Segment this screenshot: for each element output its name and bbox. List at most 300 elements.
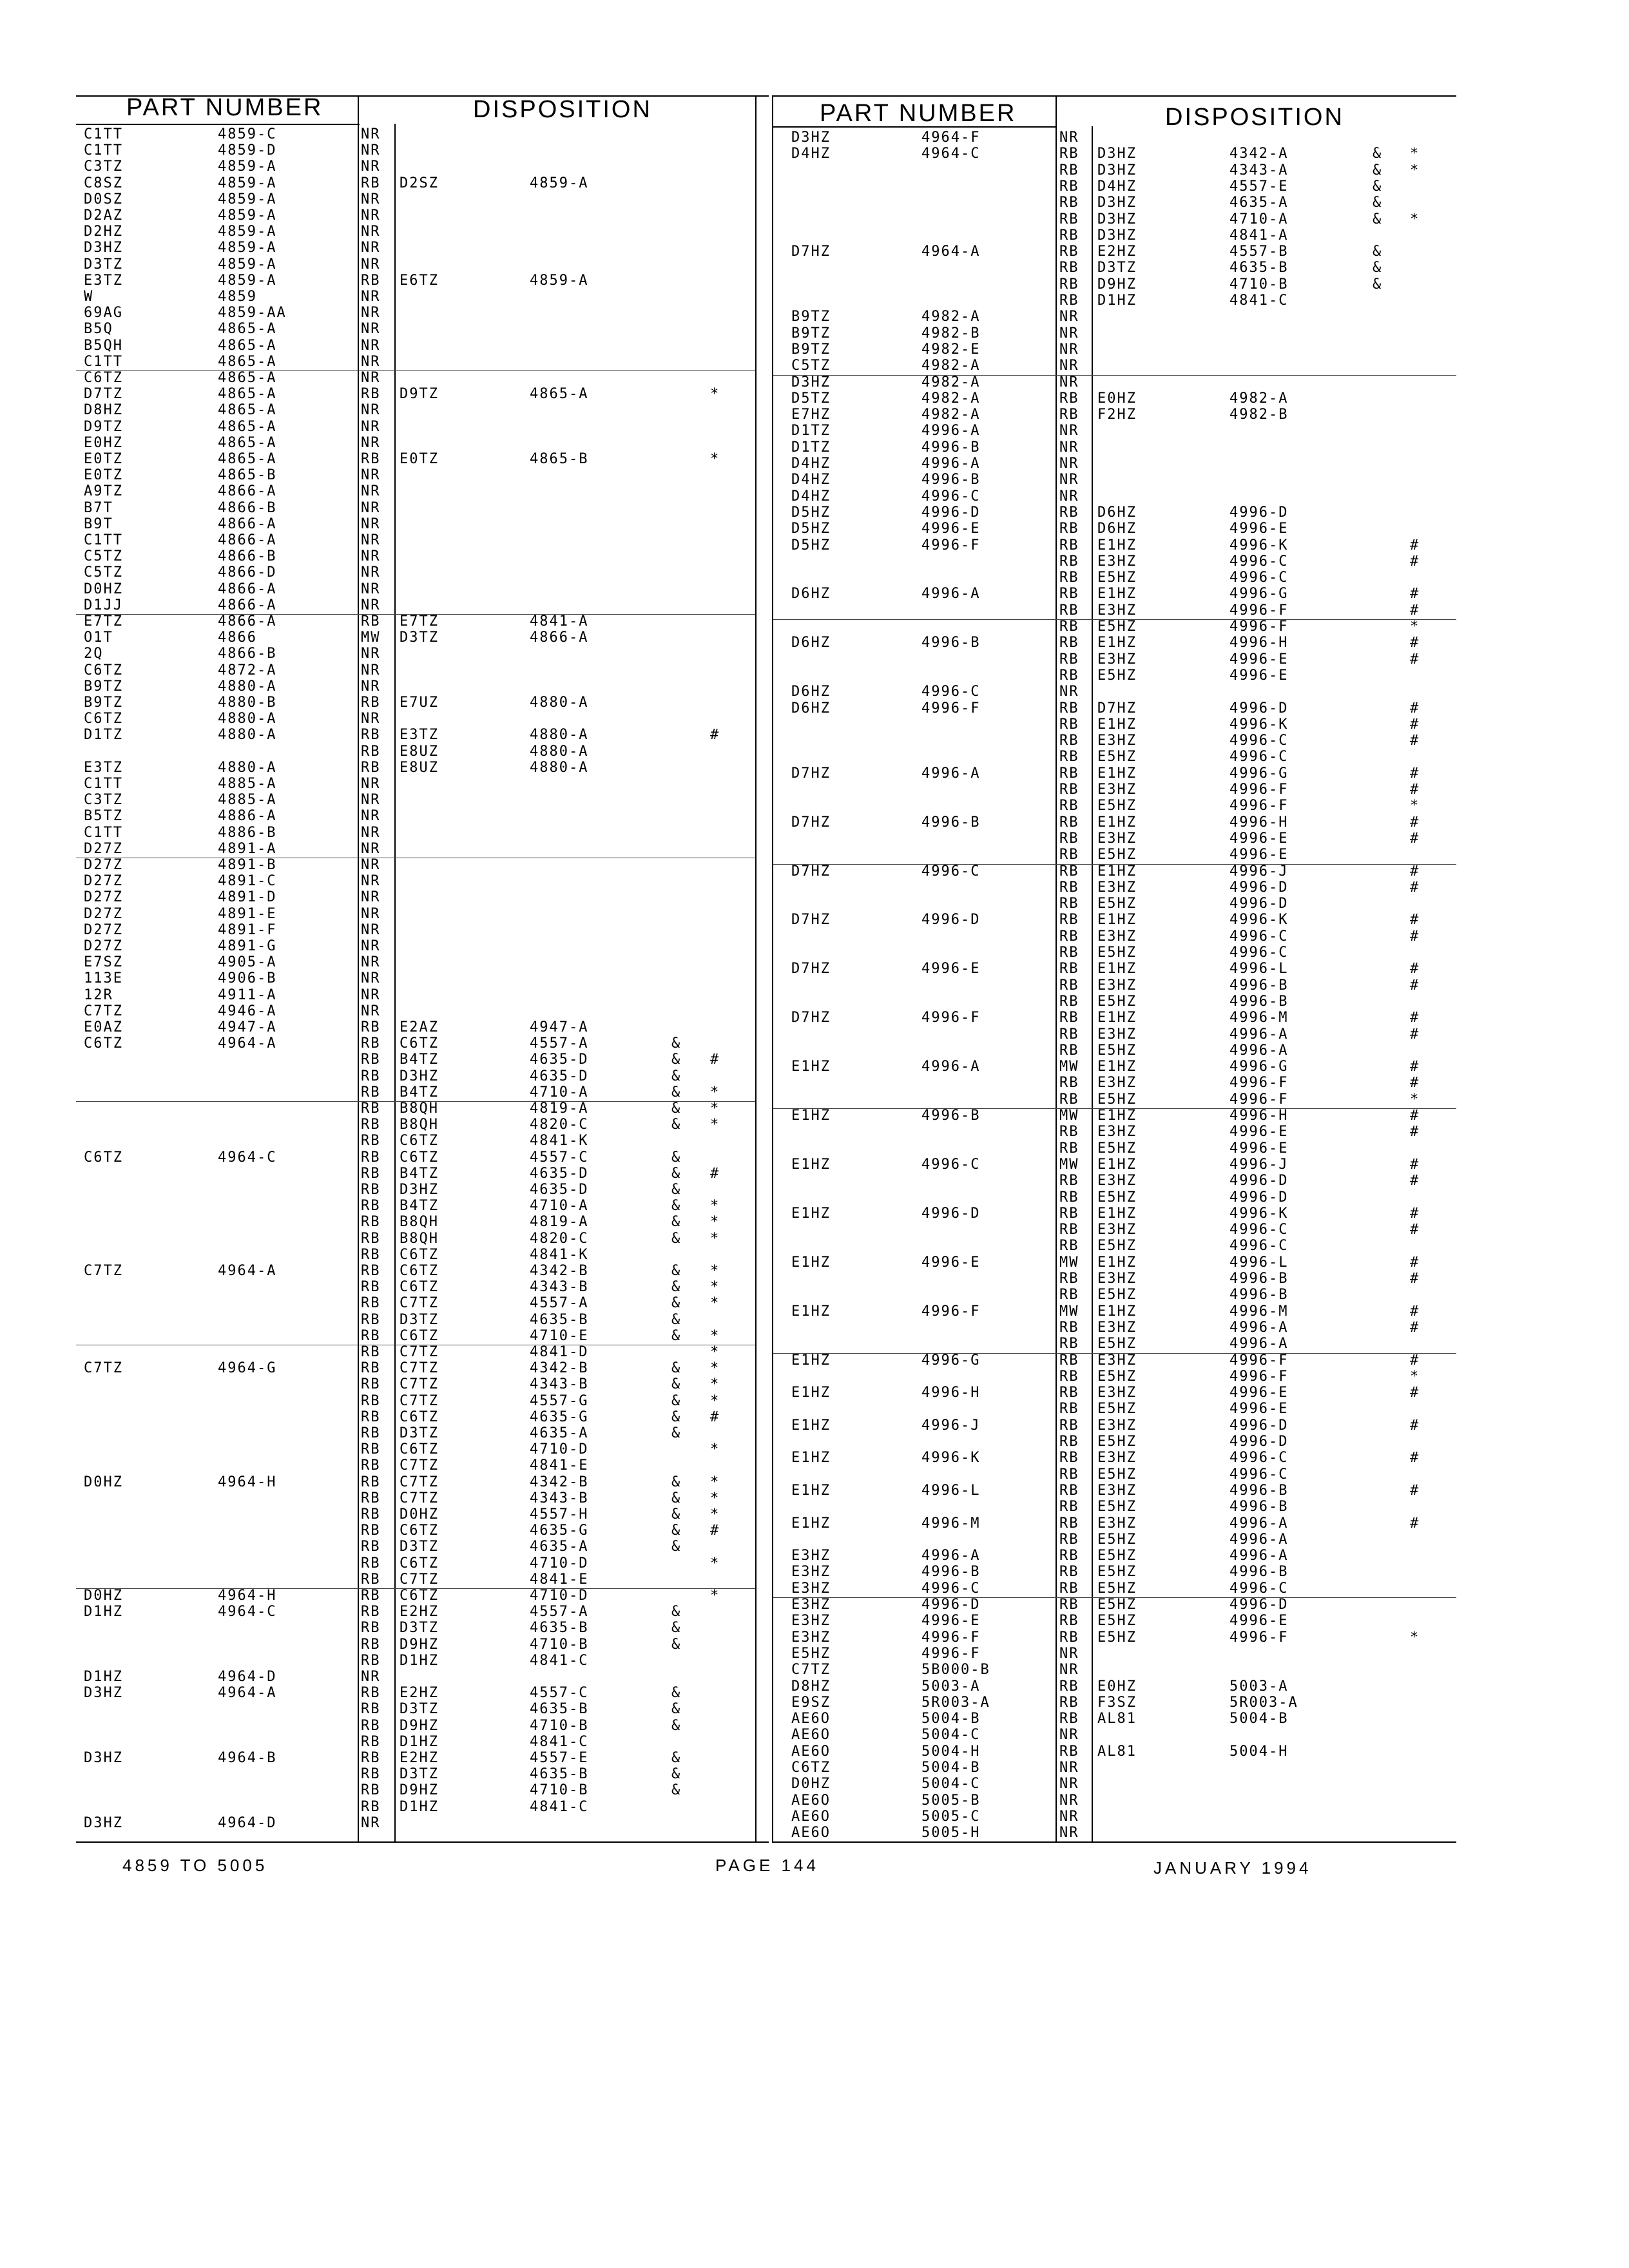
right-part-number: C6TZ <box>791 1760 831 1776</box>
right-disposition-code: RB <box>1059 260 1079 276</box>
right-part-number: D5TZ <box>791 390 831 407</box>
left-disposition-code: NR <box>361 305 381 321</box>
right-replacement-part: E5HZ <box>1097 1597 1137 1613</box>
right-disposition-code: RB <box>1059 1140 1079 1157</box>
right-part-number: D7HZ <box>791 863 831 879</box>
left-flag-mark: * <box>710 1328 720 1344</box>
right-replacement-number: 4996-B <box>1229 1483 1289 1499</box>
left-disposition-code: RB <box>361 1247 381 1263</box>
left-part-revision: 4866-A <box>218 613 277 629</box>
left-part-revision: 4866-A <box>218 532 277 548</box>
right-part-revision: 4996-E <box>921 1254 981 1271</box>
right-part-number: E5HZ <box>791 1646 831 1662</box>
right-flag-mark: # <box>1410 1206 1420 1222</box>
right-part-number: D8HZ <box>791 1678 831 1695</box>
left-part-revision: 4866-A <box>218 483 277 499</box>
left-flag-mark: * <box>710 1100 720 1117</box>
right-disposition-code: RB <box>1059 521 1079 537</box>
right-replacement-number: 4996-B <box>1229 1564 1289 1580</box>
left-flag-mark: * <box>710 1263 720 1279</box>
left-part-number: D0SZ <box>84 191 123 207</box>
right-flag-mark: # <box>1410 863 1420 879</box>
right-replacement-part: E3HZ <box>1097 1385 1137 1401</box>
left-part-revision: 4880-A <box>218 678 277 695</box>
right-replacement-part: AL81 <box>1097 1711 1137 1727</box>
left-replacement-number: 4557-G <box>530 1393 589 1409</box>
left-replacement-number: 4820-C <box>530 1231 589 1247</box>
right-replacement-part: E1HZ <box>1097 863 1137 879</box>
right-replacement-part: D3TZ <box>1097 260 1137 276</box>
right-disposition-code: NR <box>1059 1662 1079 1678</box>
right-replacement-part: E1HZ <box>1097 1108 1137 1124</box>
left-part-number: C3TZ <box>84 159 123 175</box>
left-part-number: B9TZ <box>84 695 123 711</box>
right-replacement-part: D3HZ <box>1097 146 1137 162</box>
right-flag-mark: # <box>1410 1483 1420 1499</box>
right-part-number: D7HZ <box>791 1010 831 1026</box>
right-part-number: E9SZ <box>791 1695 831 1711</box>
right-replacement-number: 4996-C <box>1229 749 1289 765</box>
right-part-number: D4HZ <box>791 488 831 505</box>
left-part-number: B5QH <box>84 338 123 354</box>
right-replacement-part: E5HZ <box>1097 619 1137 635</box>
left-part-number: E7SZ <box>84 954 123 970</box>
right-part-number: D7HZ <box>791 912 831 928</box>
right-flag-mark: # <box>1410 553 1420 570</box>
left-part-number: E0TZ <box>84 467 123 483</box>
left-flag-ampersand: & <box>671 1685 682 1701</box>
right-part-revision: 4996-H <box>921 1385 981 1401</box>
right-disposition-code: RB <box>1059 1418 1079 1434</box>
left-disposition-code: RB <box>361 1441 381 1457</box>
right-part-revision: 4996-E <box>921 961 981 977</box>
right-flag-mark: # <box>1410 733 1420 749</box>
right-part-number: E1HZ <box>791 1450 831 1466</box>
right-replacement-part: E5HZ <box>1097 798 1137 814</box>
right-part-number: D6HZ <box>791 700 831 716</box>
left-flag-mark: * <box>710 1117 720 1133</box>
right-disposition-code: RB <box>1059 293 1079 309</box>
right-flag-mark: # <box>1410 635 1420 651</box>
left-part-revision: 4880-A <box>218 727 277 743</box>
left-disposition-code: NR <box>361 841 381 857</box>
left-disposition-code: RB <box>361 1523 381 1539</box>
right-flag-mark: # <box>1410 700 1420 716</box>
right-replacement-part: D9HZ <box>1097 276 1137 293</box>
left-flag-ampersand: & <box>671 1360 682 1376</box>
right-replacement-number: 4996-L <box>1229 961 1289 977</box>
left-replacement-part: B4TZ <box>400 1198 439 1214</box>
footer-date: JANUARY 1994 <box>1153 1858 1312 1878</box>
left-flag-mark: * <box>710 1084 720 1100</box>
left-replacement-number: 4866-A <box>530 629 589 646</box>
left-part-revision: 4911-A <box>218 987 277 1003</box>
right-replacement-number: 4996-M <box>1229 1303 1289 1320</box>
right-replacement-part: E5HZ <box>1097 1140 1137 1157</box>
left-flag-ampersand: & <box>671 1100 682 1117</box>
left-replacement-part: E0TZ <box>400 451 439 467</box>
right-replacement-number: 4996-C <box>1229 733 1289 749</box>
left-replacement-part: C7TZ <box>400 1376 439 1392</box>
right-part-revision: 4996-B <box>921 635 981 651</box>
right-part-revision: 4996-J <box>921 1418 981 1434</box>
left-replacement-part: C6TZ <box>400 1523 439 1539</box>
left-flag-ampersand: & <box>671 1490 682 1506</box>
right-part-number: D5HZ <box>791 521 831 537</box>
right-part-revision: 5005-C <box>921 1809 981 1825</box>
left-part-number: C1TT <box>84 532 123 548</box>
right-replacement-part: E5HZ <box>1097 1401 1137 1417</box>
right-part-number: E1HZ <box>791 1206 831 1222</box>
left-disposition-code: RB <box>361 1653 381 1669</box>
right-disposition-code: RB <box>1059 1564 1079 1580</box>
left-part-revision: 4891-B <box>218 857 277 873</box>
left-replacement-number: 4841-K <box>530 1133 589 1149</box>
left-flag-mark: * <box>710 1588 720 1604</box>
right-replacement-number: 5R003-A <box>1229 1695 1298 1711</box>
left-disposition-code: RB <box>361 451 381 467</box>
left-replacement-number: 4859-A <box>530 273 589 289</box>
right-disposition-code: RB <box>1059 863 1079 879</box>
left-disposition-code: RB <box>361 1474 381 1490</box>
right-disposition-code: NR <box>1059 456 1079 472</box>
right-flag-mark: # <box>1410 879 1420 896</box>
left-flag-mark: * <box>710 1344 720 1360</box>
left-disposition-code: RB <box>361 386 381 402</box>
right-disposition-code: RB <box>1059 1206 1079 1222</box>
right-replacement-number: 4996-F <box>1229 1075 1289 1091</box>
right-disposition-code: RB <box>1059 1352 1079 1369</box>
left-replacement-part: C7TZ <box>400 1393 439 1409</box>
right-flag-mark: # <box>1410 602 1420 619</box>
right-flag-mark: # <box>1410 1303 1420 1320</box>
left-replacement-part: B4TZ <box>400 1084 439 1100</box>
right-replacement-part: E2HZ <box>1097 244 1137 260</box>
left-disposition-code: RB <box>361 1214 381 1230</box>
left-flag-ampersand: & <box>671 1393 682 1409</box>
right-replacement-part: E3HZ <box>1097 1352 1137 1369</box>
right-part-revision: 4996-C <box>921 863 981 879</box>
left-flag-ampersand: & <box>671 1637 682 1653</box>
left-disposition-code: NR <box>361 224 381 240</box>
right-part-number: E1HZ <box>791 1352 831 1369</box>
left-part-revision: 4859-A <box>218 240 277 256</box>
left-flag-ampersand: & <box>671 1750 682 1766</box>
right-replacement-number: 4996-K <box>1229 537 1289 553</box>
footer-range: 4859 TO 5005 <box>122 1856 268 1875</box>
left-part-number: B5TZ <box>84 808 123 824</box>
right-part-number: D5HZ <box>791 505 831 521</box>
left-part-revision: 4964-G <box>218 1360 277 1376</box>
left-disposition-code: RB <box>361 1457 381 1474</box>
left-replacement-part: E2HZ <box>400 1750 439 1766</box>
left-disposition-code: NR <box>361 597 381 613</box>
right-disposition-code: RB <box>1059 602 1079 619</box>
right-part-number: E1HZ <box>791 1303 831 1320</box>
left-part-number: B7T <box>84 500 113 516</box>
right-replacement-part: E5HZ <box>1097 1091 1137 1108</box>
left-part-revision: 4891-F <box>218 922 277 938</box>
right-part-revision: 4982-A <box>921 390 981 407</box>
left-disposition-code: RB <box>361 1604 381 1620</box>
right-replacement-part: E5HZ <box>1097 1369 1137 1385</box>
left-disposition-code: RB <box>361 1117 381 1133</box>
right-replacement-part: D7HZ <box>1097 700 1137 716</box>
right-part-number: E1HZ <box>791 1108 831 1124</box>
left-disposition-code: NR <box>361 1003 381 1019</box>
right-disposition-code: RB <box>1059 1010 1079 1026</box>
right-disposition-code: RB <box>1059 1744 1079 1760</box>
left-replacement-part: C6TZ <box>400 1149 439 1166</box>
left-replacement-part: C6TZ <box>400 1247 439 1263</box>
left-replacement-number: 4841-E <box>530 1571 589 1588</box>
right-part-number: D1TZ <box>791 423 831 439</box>
left-replacement-number: 4635-D <box>530 1166 589 1182</box>
left-part-revision: 4964-A <box>218 1035 277 1052</box>
right-part-revision: 4964-A <box>921 244 981 260</box>
right-part-revision: 4996-K <box>921 1450 981 1466</box>
right-part-revision: 4996-M <box>921 1515 981 1532</box>
left-replacement-number: 4841-C <box>530 1734 589 1750</box>
right-part-revision: 4996-F <box>921 700 981 716</box>
right-disposition-code: NR <box>1059 1646 1079 1662</box>
left-disposition-code: NR <box>361 954 381 970</box>
right-replacement-part: E5HZ <box>1097 1532 1137 1548</box>
right-disposition-code: RB <box>1059 635 1079 651</box>
left-disposition-code: RB <box>361 1360 381 1376</box>
right-part-revision: 5005-H <box>921 1825 981 1841</box>
right-replacement-number: 5004-H <box>1229 1744 1289 1760</box>
left-part-revision: 4865-A <box>218 419 277 435</box>
right-flag-mark: * <box>1410 162 1420 178</box>
right-disposition-code: RB <box>1059 1434 1079 1450</box>
right-part-revision: 4996-C <box>921 684 981 700</box>
left-part-number: D0HZ <box>84 1474 123 1490</box>
left-flag-mark: # <box>710 1523 720 1539</box>
right-replacement-number: 4996-D <box>1229 505 1289 521</box>
left-part-number: D27Z <box>84 938 123 954</box>
left-disposition-code: RB <box>361 1052 381 1068</box>
right-part-number: D3HZ <box>791 130 831 146</box>
right-replacement-part: D3HZ <box>1097 162 1137 178</box>
left-disposition-code: NR <box>361 159 381 175</box>
left-replacement-number: 4880-A <box>530 760 589 776</box>
left-part-revision: 4865-A <box>218 354 277 370</box>
left-flag-ampersand: & <box>671 1409 682 1425</box>
left-disposition-code: NR <box>361 581 381 597</box>
left-part-revision: 4964-H <box>218 1474 277 1490</box>
right-replacement-number: 4996-A <box>1229 1532 1289 1548</box>
right-part-number: D7HZ <box>791 961 831 977</box>
right-replacement-number: 4996-E <box>1229 668 1289 684</box>
right-replacement-number: 4343-A <box>1229 162 1289 178</box>
left-part-revision: 4859-A <box>218 224 277 240</box>
right-flag-ampersand: & <box>1373 195 1383 211</box>
left-disposition-code: NR <box>361 419 381 435</box>
right-disposition-code: RB <box>1059 146 1079 162</box>
left-replacement-number: 4947-A <box>530 1019 589 1035</box>
column-divider-center-2 <box>772 95 773 1843</box>
right-flag-mark: # <box>1410 1222 1420 1238</box>
right-replacement-part: F2HZ <box>1097 407 1137 423</box>
right-replacement-number: 4996-C <box>1229 945 1289 961</box>
left-replacement-part: C6TZ <box>400 1263 439 1279</box>
left-flag-ampersand: & <box>671 1295 682 1311</box>
left-flag-mark: # <box>710 1409 720 1425</box>
right-replacement-number: 4996-D <box>1229 1597 1289 1613</box>
right-disposition-code: RB <box>1059 879 1079 896</box>
right-replacement-part: E3HZ <box>1097 1450 1137 1466</box>
left-disposition-code: NR <box>361 500 381 516</box>
left-replacement-number: 4557-C <box>530 1149 589 1166</box>
left-replacement-number: 4710-D <box>530 1441 589 1457</box>
left-replacement-number: 4342-B <box>530 1474 589 1490</box>
right-part-number: E3HZ <box>791 1581 831 1597</box>
right-disposition-code: RB <box>1059 668 1079 684</box>
left-replacement-part: E7UZ <box>400 695 439 711</box>
right-replacement-number: 4996-F <box>1229 1352 1289 1369</box>
left-disposition-code: NR <box>361 126 381 142</box>
right-disposition-code: RB <box>1059 961 1079 977</box>
right-disposition-code: RB <box>1059 831 1079 847</box>
right-flag-mark: # <box>1410 1271 1420 1287</box>
right-replacement-part: E3HZ <box>1097 879 1137 896</box>
right-flag-mark: # <box>1410 1075 1420 1091</box>
left-replacement-number: 4880-A <box>530 744 589 760</box>
right-disposition-code: MW <box>1059 1108 1079 1124</box>
left-replacement-number: 4343-B <box>530 1279 589 1295</box>
left-replacement-number: 4819-A <box>530 1100 589 1117</box>
right-replacement-number: 4996-E <box>1229 1140 1289 1157</box>
left-part-revision: 4859-A <box>218 159 277 175</box>
left-part-number: D3HZ <box>84 1750 123 1766</box>
left-flag-ampersand: & <box>671 1425 682 1441</box>
left-replacement-number: 4557-E <box>530 1750 589 1766</box>
left-disposition-code: NR <box>361 678 381 695</box>
left-disposition-code: NR <box>361 825 381 841</box>
right-replacement-number: 4996-A <box>1229 1336 1289 1352</box>
right-replacement-number: 4996-E <box>1229 1124 1289 1140</box>
right-disposition-code: RB <box>1059 390 1079 407</box>
left-part-number: D1HZ <box>84 1669 123 1685</box>
right-replacement-number: 4996-F <box>1229 1629 1289 1646</box>
right-part-number: B9TZ <box>791 325 831 341</box>
right-disposition-code: RB <box>1059 1613 1079 1629</box>
right-part-revision: 4982-B <box>921 325 981 341</box>
left-part-revision: 4865-A <box>218 402 277 418</box>
right-replacement-part: E3HZ <box>1097 733 1137 749</box>
left-part-revision: 4964-A <box>218 1685 277 1701</box>
right-replacement-part: E5HZ <box>1097 1238 1137 1254</box>
right-replacement-part: E3HZ <box>1097 782 1137 798</box>
right-replacement-number: 4996-B <box>1229 1271 1289 1287</box>
right-part-number: D4HZ <box>791 146 831 162</box>
right-part-revision: 4996-D <box>921 1597 981 1613</box>
right-replacement-part: E1HZ <box>1097 912 1137 928</box>
left-replacement-part: C6TZ <box>400 1409 439 1425</box>
left-disposition-code: NR <box>361 938 381 954</box>
right-replacement-number: 4996-E <box>1229 521 1289 537</box>
right-part-number: D7HZ <box>791 765 831 782</box>
left-replacement-number: 4635-D <box>530 1182 589 1198</box>
right-disposition-code: MW <box>1059 1157 1079 1173</box>
right-flag-mark: # <box>1410 1385 1420 1401</box>
left-replacement-part: D3TZ <box>400 1425 439 1441</box>
left-flag-ampersand: & <box>671 1718 682 1734</box>
left-part-number: C1TT <box>84 825 123 841</box>
left-replacement-part: D3TZ <box>400 1539 439 1555</box>
left-flag-ampersand: & <box>671 1620 682 1636</box>
left-disposition-code: NR <box>361 970 381 986</box>
left-part-revision: 4880-A <box>218 760 277 776</box>
left-disposition-code: RB <box>361 1555 381 1571</box>
left-replacement-part: D9HZ <box>400 1782 439 1798</box>
right-part-revision: 5003-A <box>921 1678 981 1695</box>
right-replacement-number: 4996-D <box>1229 1189 1289 1206</box>
right-replacement-part: E5HZ <box>1097 1581 1137 1597</box>
right-part-revision: 4982-A <box>921 407 981 423</box>
left-replacement-part: D3TZ <box>400 1766 439 1782</box>
left-part-number: D1TZ <box>84 727 123 743</box>
left-flag-ampersand: & <box>671 1766 682 1782</box>
left-replacement-number: 4635-A <box>530 1539 589 1555</box>
right-replacement-part: E3HZ <box>1097 1320 1137 1336</box>
right-flag-mark: # <box>1410 1450 1420 1466</box>
left-flag-mark: # <box>710 1166 720 1182</box>
left-replacement-part: D3TZ <box>400 1620 439 1636</box>
right-flag-mark: # <box>1410 1010 1420 1026</box>
left-replacement-number: 4342-B <box>530 1263 589 1279</box>
left-disposition-code: RB <box>361 1198 381 1214</box>
right-replacement-part: E3HZ <box>1097 1418 1137 1434</box>
right-replacement-part: E5HZ <box>1097 994 1137 1010</box>
left-replacement-number: 4841-K <box>530 1247 589 1263</box>
right-replacement-number: 4557-B <box>1229 244 1289 260</box>
left-replacement-number: 4635-B <box>530 1701 589 1717</box>
right-disposition-code: RB <box>1059 945 1079 961</box>
left-replacement-part: C7TZ <box>400 1295 439 1311</box>
right-replacement-part: D1HZ <box>1097 293 1137 309</box>
right-replacement-number: 4557-E <box>1229 178 1289 195</box>
right-replacement-part: F3SZ <box>1097 1695 1137 1711</box>
right-replacement-number: 4996-F <box>1229 602 1289 619</box>
right-replacement-part: E3HZ <box>1097 977 1137 994</box>
left-part-number: D9TZ <box>84 419 123 435</box>
right-replacement-number: 4996-L <box>1229 1254 1289 1271</box>
left-part-number: E7TZ <box>84 613 123 629</box>
right-replacement-number: 4996-D <box>1229 1434 1289 1450</box>
right-flag-ampersand: & <box>1373 244 1383 260</box>
right-flag-mark: * <box>1410 619 1420 635</box>
left-disposition-code: NR <box>361 483 381 499</box>
right-disposition-code: RB <box>1059 1222 1079 1238</box>
right-replacement-part: D6HZ <box>1097 505 1137 521</box>
left-part-number: E0AZ <box>84 1019 123 1035</box>
right-replacement-number: 5004-B <box>1229 1711 1289 1727</box>
right-replacement-part: E5HZ <box>1097 1043 1137 1059</box>
left-disposition-code: MW <box>361 629 381 646</box>
right-disposition-header: DISPOSITION <box>1165 104 1344 131</box>
right-part-revision: 4996-D <box>921 1206 981 1222</box>
left-flag-mark: * <box>710 1506 720 1523</box>
left-part-number: D0HZ <box>84 1588 123 1604</box>
left-flag-ampersand: & <box>671 1263 682 1279</box>
right-disposition-code: RB <box>1059 847 1079 863</box>
right-flag-mark: * <box>1410 1629 1420 1646</box>
right-replacement-part: E3HZ <box>1097 1124 1137 1140</box>
right-disposition-code: RB <box>1059 1548 1079 1564</box>
right-flag-mark: # <box>1410 1418 1420 1434</box>
